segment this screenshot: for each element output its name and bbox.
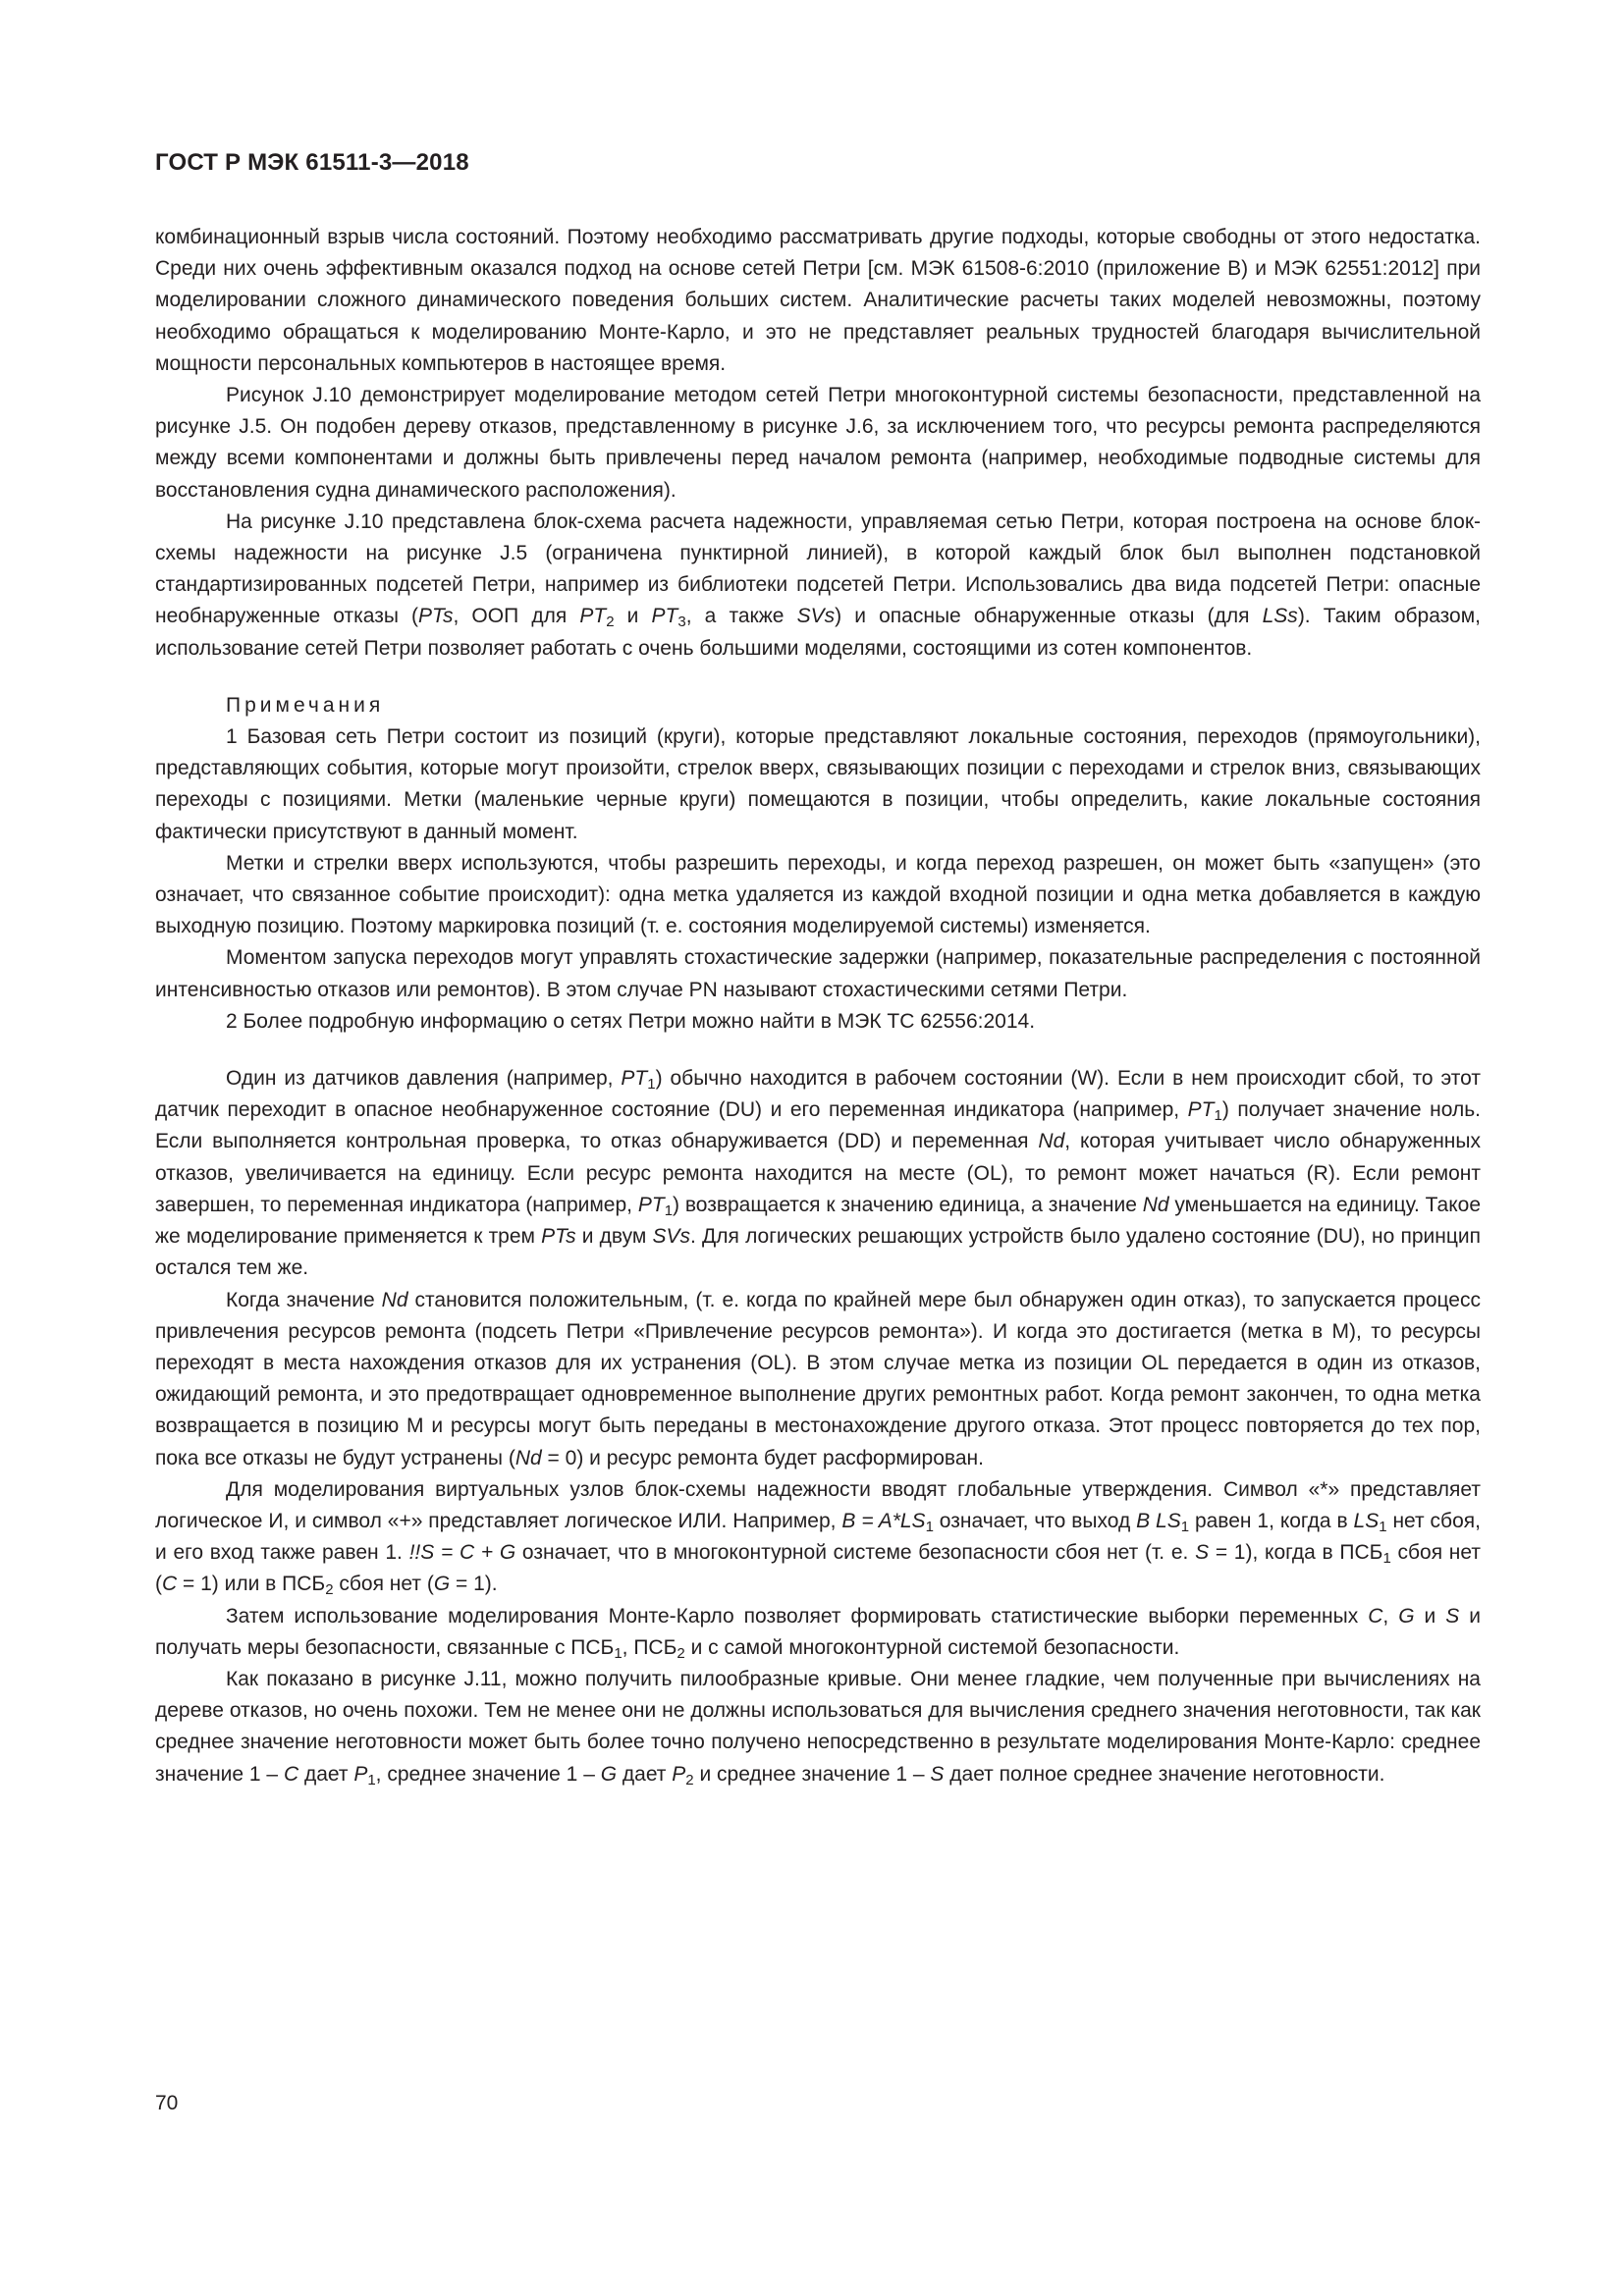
math-term: P: [672, 1762, 686, 1786]
paragraph: [155, 1474, 1481, 1601]
paragraph-text: и: [614, 605, 652, 628]
paragraph: [155, 222, 1481, 380]
math-term: G: [1398, 1604, 1415, 1628]
paragraph-text: , ООП для: [453, 605, 580, 628]
page-body: [155, 222, 1481, 1790]
paragraph-text: = 1).: [450, 1573, 498, 1596]
paragraph: [155, 1601, 1481, 1664]
note-text: 1 Базовая сеть Петри состоит из позиций (круги), которые представляют локальные состояния, переходов (прямоугольники), представляющих события, которые могут произойти, стрелок вверх, связывающих позиции с переходами и стрелок вниз, связывающих переходы с позициями. Метки (маленькие черные круги) помещаются в позиции, чтобы определить, какие локальные состояния фактически присутствуют в данный момент.: [155, 725, 1481, 843]
paragraph-text: ) и опасные обнаруженные отказы (для: [835, 605, 1263, 628]
math-term: LSs: [1262, 605, 1298, 628]
paragraph-text: Один из датчиков давления (например,: [226, 1067, 622, 1091]
paragraph-text: дает: [617, 1762, 673, 1786]
paragraph-text: и двум: [575, 1225, 653, 1249]
math-term: SVs: [796, 605, 836, 628]
subscript: 2: [685, 1771, 694, 1789]
paragraph-text: , среднее значение 1 –: [375, 1762, 601, 1786]
subscript: 1: [1214, 1107, 1222, 1125]
paragraph-text: Для моделирования виртуальных узлов блок-схемы надежности вводят глобальные утверждения. Символ «*» представляет логическое И, и символ «+» представляет логическое ИЛИ. Например,: [155, 1477, 1481, 1532]
math-term: G: [433, 1573, 451, 1596]
math-term: B LS: [1136, 1509, 1181, 1532]
note-paragraph: [155, 942, 1481, 1005]
paragraph-text: и получать меры безопасности, связанные с ПСБ: [155, 1604, 1481, 1659]
paragraph: [155, 380, 1481, 507]
subscript: 1: [1382, 1550, 1391, 1568]
math-term: B = A*LS: [841, 1509, 926, 1532]
paragraph-text: означает, что в многоконтурной системе безопасности сбоя нет (т. е.: [515, 1541, 1196, 1565]
paragraph-text: , ПСБ: [622, 1635, 677, 1659]
subscript: 1: [367, 1771, 376, 1789]
page-header: ГОСТ Р МЭК 61511-3—2018: [155, 149, 469, 176]
note-paragraph: [155, 848, 1481, 943]
subscript: 2: [606, 614, 615, 631]
paragraph-text: Как показано в рисунке J.11, можно получить пилообразные кривые. Они менее гладкие, чем полученные при вычислениях на дереве отказов, но очень похожи. Тем не менее они не должны использоваться для вычисления среднего значения неготовности, так как среднее значение неготовности может быть более точно получено непосредственно в результате моделирования Монте-Карло: среднее значение 1 –: [155, 1667, 1481, 1786]
math-term: PT: [1187, 1098, 1215, 1122]
paragraph-text: комбинационный взрыв числа состояний. Поэтому необходимо рассматривать другие подходы, которые свободны от этого недостатка. Среди них очень эффективным оказался подход на основе сетей Петри [см. МЭК 61508-6:2010 (приложение В) и МЭК 62551:2012] при моделировании сложного динамического поведения больших систем. Аналитические расчеты таких моделей невозможны, поэтому необходимо обращаться к моделированию Монте-Карло, и это не представляет реальных трудностей благодаря вычислительной мощности персональных компьютеров в настоящее время.: [155, 226, 1481, 375]
paragraph-text: = 1) или в ПСБ: [177, 1573, 326, 1596]
math-term: Nd: [514, 1446, 542, 1469]
paragraph-text: становится положительным, (т. е. когда по крайней мере был обнаружен один отказ), то запускается процесс привлечения ресурсов ремонта (подсеть Петри «Привлечение ресурсов ремонта»). И когда это достигается (метка в M), то ресурсы переходят в места нахождения отказов для их устранения (OL). В этом случае метка из позиции OL передается в один из отказов, ожидающий ремонта, и это предотвращает одновременное выполнение других ремонтных работ. Когда ремонт закончен, то одна метка возвращается в позицию M и ресурсы могут быть переданы в местонахождение другого отказа. Этот процесс повторяется до тех пор, пока все отказы не будут устранены (: [155, 1288, 1481, 1469]
math-term: C: [162, 1573, 178, 1596]
paragraph-text: Затем использование моделирования Монте-Карло позволяет формировать статистические выборки переменных: [226, 1604, 1369, 1628]
paragraph-text: уменьшается на единицу. Такое же моделирование применяется к трем: [155, 1193, 1482, 1249]
paragraph-text: ) возвращается к значению единица, а значение: [673, 1193, 1143, 1216]
math-term: !!S = C + G: [408, 1541, 516, 1565]
paragraph-text: и с самой многоконтурной системой безопасности.: [684, 1635, 1180, 1659]
paragraph-text: ) получает значение ноль. Если выполняется контрольная проверка, то отказ обнаруживается (DD) и переменная: [155, 1098, 1481, 1153]
math-term: Nd: [381, 1288, 408, 1311]
paragraph-text: = 0) и ресурс ремонта будет расформирован.: [541, 1446, 984, 1469]
math-term: PTs: [418, 605, 454, 628]
paragraph-text: ,: [1382, 1604, 1399, 1628]
subscript: 1: [1379, 1518, 1387, 1535]
math-term: S: [1445, 1604, 1460, 1628]
math-term: P: [353, 1762, 368, 1786]
math-term: S: [1195, 1541, 1210, 1565]
note-text: 2 Более подробную информацию о сетях Петри можно найти в МЭК ТС 62556:2014.: [226, 1009, 1036, 1033]
paragraph: [155, 507, 1481, 665]
subscript: 1: [1180, 1518, 1190, 1535]
paragraph-text: Когда значение: [226, 1288, 382, 1311]
math-term: Nd: [1038, 1130, 1065, 1153]
math-term: S: [930, 1762, 945, 1786]
math-term: C: [283, 1762, 299, 1786]
note-paragraph: [155, 1006, 1481, 1038]
math-term: G: [600, 1762, 618, 1786]
paragraph-text: дает: [298, 1762, 354, 1786]
math-term: PT: [637, 1193, 665, 1216]
paragraph-text: равен 1, когда в: [1189, 1509, 1354, 1532]
math-term: PT: [621, 1067, 648, 1091]
notes-title: Примечания: [226, 693, 385, 717]
math-term: PT: [579, 605, 607, 628]
paragraph-text: , а также: [685, 605, 797, 628]
paragraph: [155, 1063, 1481, 1284]
paragraph-text: ). Таким образом, использование сетей Петри позволяет работать с очень большими моделями, состоящими из сотен компонентов.: [155, 605, 1481, 660]
math-term: Nd: [1142, 1193, 1169, 1216]
subscript: 1: [925, 1518, 934, 1535]
paragraph-text: сбоя нет (: [155, 1541, 1482, 1596]
paragraph-text: и среднее значение 1 –: [693, 1762, 931, 1786]
subscript: 1: [664, 1201, 674, 1219]
paragraph-text: На рисунке J.10 представлена блок-схема расчета надежности, управляемая сетью Петри, которая построена на основе блок-схемы надежности на рисунке J.5 (ограничена пунктирной линией), в которой каждый блок был выполнен подстановкой стандартизированных подсетей Петри, например из библиотеки подсетей Петри. Использовались два вида подсетей Петри: опасные необнаруженные отказы (: [155, 509, 1481, 628]
paragraph-text: . Для логических решающих устройств было удалено состояние (DU), но принцип остался тем же.: [155, 1225, 1481, 1280]
math-term: PTs: [541, 1225, 576, 1249]
paragraph-text: дает полное среднее значение неготовности.: [944, 1762, 1385, 1786]
paragraph-text: и: [1414, 1604, 1446, 1628]
subscript: 2: [677, 1644, 685, 1662]
paragraph-text: означает, что выход: [933, 1509, 1137, 1532]
paragraph-text: нет сбоя, и его вход также равен 1.: [155, 1509, 1481, 1565]
page-number: 70: [155, 2092, 179, 2114]
note-text: Метки и стрелки вверх используются, чтобы разрешить переходы, и когда переход разрешен, он может быть «запущен» (это означает, что связанное событие происходит): одна метка удаляется из каждой входной позиции и одна метка добавляется в каждую выходную позицию. Поэтому маркировка позиций (т. е. состояния моделируемой системы) изменяется.: [155, 851, 1481, 938]
math-term: LS: [1353, 1509, 1380, 1532]
math-term: C: [1368, 1604, 1383, 1628]
paragraph: [155, 1285, 1481, 1474]
note-text: Моментом запуска переходов могут управлять стохастические задержки (например, показательные распределения с постоянной интенсивностью отказов или ремонтов). В этом случае PN называют стохастическими сетями Петри.: [155, 946, 1481, 1001]
paragraph-text: , которая учитывает число обнаруженных отказов, увеличивается на единицу. Если ресурс ремонта находится на месте (OL), то ремонт может начаться (R). Если ремонт завершен, то переменная индикатора (например,: [155, 1130, 1481, 1216]
paragraph-text: сбоя нет (: [333, 1573, 434, 1596]
subscript: 1: [614, 1644, 623, 1662]
subscript: 2: [325, 1581, 334, 1599]
note-paragraph: [155, 721, 1481, 848]
paragraph: [155, 1664, 1481, 1790]
math-term: PT: [651, 605, 678, 628]
paragraph-text: = 1), когда в ПСБ: [1209, 1541, 1383, 1565]
math-term: SVs: [652, 1225, 691, 1249]
paragraph-text: Рисунок J.10 демонстрирует моделирование методом сетей Петри многоконтурной системы безопасности, представленной на рисунке J.5. Он подобен дереву отказов, представленному в рисунке J.6, за исключением того, что ресурсы ремонта распределяются между всеми компонентами и должны быть привлечены перед началом ремонта (например, необходимые подводные системы для восстановления судна динамического расположения).: [155, 384, 1481, 502]
subscript: 3: [677, 614, 686, 631]
subscript: 1: [647, 1076, 656, 1094]
paragraph-text: ) обычно находится в рабочем состоянии (W). Если в нем происходит сбой, то этот датчик переходит в опасное необнаруженное состояние (DU) и его переменная индикатора (например,: [155, 1067, 1481, 1122]
